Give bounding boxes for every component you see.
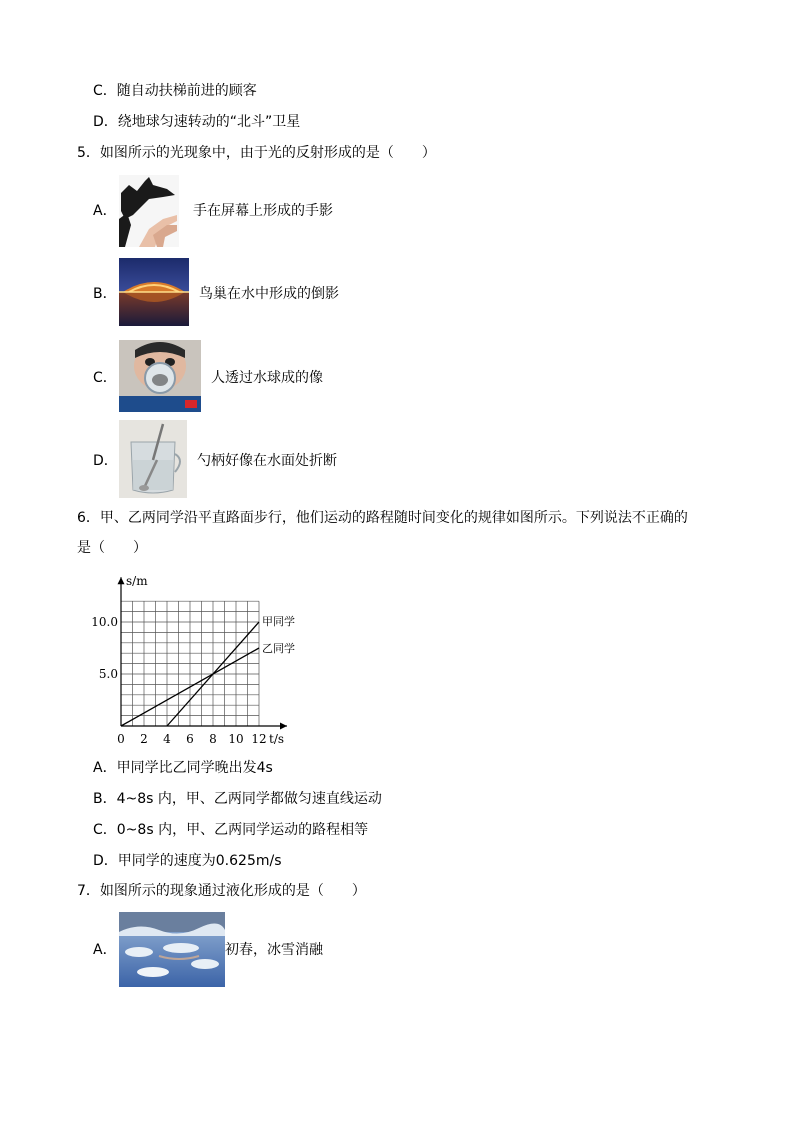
x-tick-label: 0	[117, 732, 125, 746]
y-axis-label: s/m	[126, 574, 148, 589]
water-ball-image	[119, 340, 201, 412]
x-tick-label: 12	[251, 732, 267, 746]
q6-option-d: D．甲同学的速度为0.625m/s	[93, 853, 282, 869]
spoon-in-glass-image	[119, 420, 187, 498]
q6-option-b: B．4~8s 内，甲、乙两同学都做匀速直线运动	[93, 791, 382, 807]
q5-option-a-caption: 手在屏幕上形成的手影	[193, 203, 333, 219]
q5-option-a-letter: A．	[93, 203, 117, 219]
q7-option-a-letter: A．	[93, 942, 117, 958]
q5-option-d-caption: 勺柄好像在水面处折断	[197, 453, 337, 469]
x-tick-label: 4	[163, 732, 171, 746]
x-tick-label: 8	[209, 732, 217, 746]
series-label: 乙同学	[262, 642, 295, 655]
q5-stem: 5．如图所示的光现象中，由于光的反射形成的是（ ）	[77, 145, 436, 161]
q4-option-d: D．绕地球匀速转动的“北斗”卫星	[93, 114, 301, 130]
x-axis-label: t/s	[269, 732, 285, 746]
q6-stem-line2: 是（ ）	[77, 540, 147, 556]
q5-option-c-caption: 人透过水球成的像	[211, 370, 323, 386]
q6-option-a: A．甲同学比乙同学晚出发4s	[93, 760, 273, 776]
q5-option-d-letter: D．	[93, 453, 118, 469]
q5-option-b-caption: 鸟巢在水中形成的倒影	[199, 286, 339, 302]
x-tick-label: 10	[228, 732, 244, 746]
q5-option-b-letter: B．	[93, 286, 117, 302]
x-tick-label: 6	[186, 732, 194, 746]
series-label: 甲同学	[262, 615, 295, 628]
y-tick-label: 10.0	[91, 615, 118, 629]
x-axis-arrow	[280, 723, 287, 730]
q6-option-c: C．0~8s 内，甲、乙两同学运动的路程相等	[93, 822, 369, 838]
y-axis-arrow	[118, 577, 125, 584]
q5-option-c-letter: C．	[93, 370, 117, 386]
q6-stem-line1: 6．甲、乙两同学沿平直路面步行，他们运动的路程随时间变化的规律如图所示。下列说法不正确的	[77, 510, 688, 526]
x-tick-label: 2	[140, 732, 148, 746]
q7-stem: 7．如图所示的现象通过液化形成的是（ ）	[77, 883, 366, 899]
q7-option-a-caption: 初春，冰雪消融	[225, 942, 323, 958]
melting-snow-image	[119, 912, 225, 987]
st-graph	[90, 564, 320, 749]
q4-option-c: C．随自动扶梯前进的顾客	[93, 83, 257, 99]
birds-nest-reflection-image	[119, 258, 189, 326]
hand-shadow-image	[119, 175, 179, 247]
y-tick-label: 5.0	[98, 667, 118, 681]
